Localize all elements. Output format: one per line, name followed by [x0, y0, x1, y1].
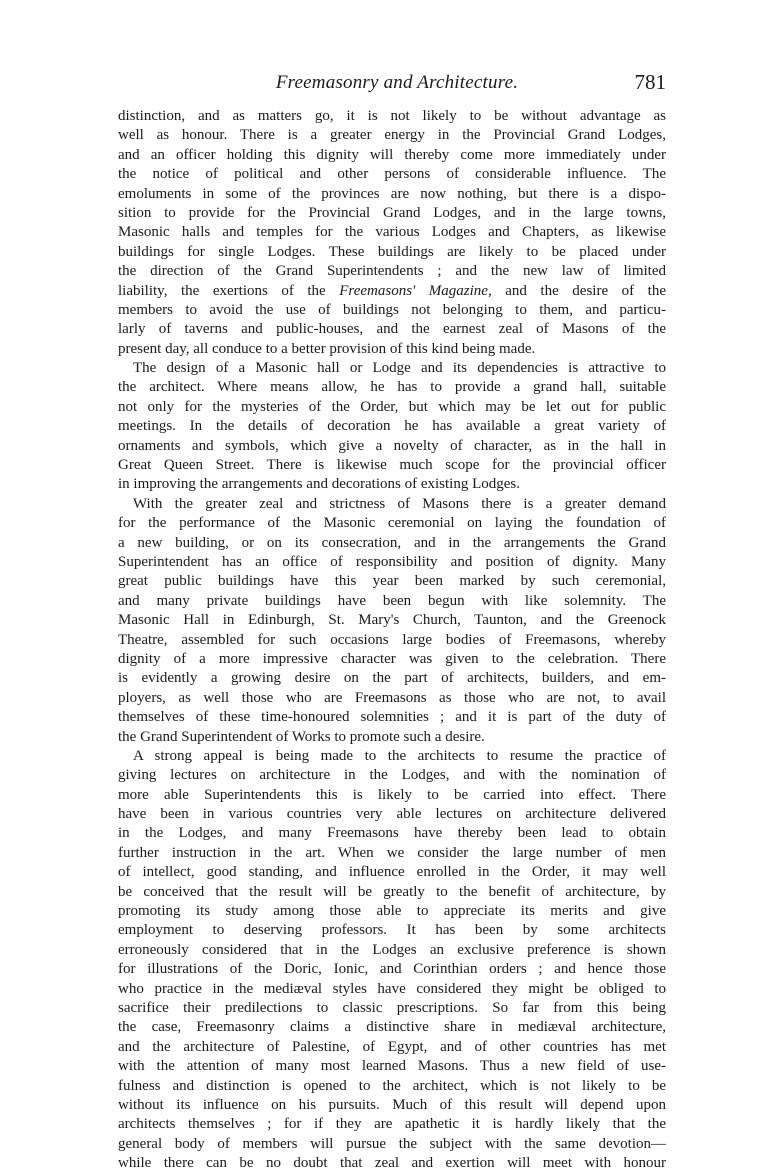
text-line: a new building, or on its consecration, and in the arrangements the Grand: [118, 534, 666, 551]
text-line: liability, the exertions of the Freemasons' Magazine, and the desire of the: [118, 282, 666, 299]
text-line: general body of members will pursue the subject with the same devotion—: [118, 1135, 666, 1152]
text-line: and the architecture of Palestine, of Egypt, and of other countries has met: [118, 1038, 666, 1055]
text-line: of intellect, good standing, and influence enrolled in the Order, it may well: [118, 864, 666, 881]
text-line: Great Queen Street. There is likewise much scope for the provincial officer: [118, 457, 666, 474]
page-number: 781: [634, 70, 666, 94]
text-line: ployers, as well those who are Freemasons as those who are not, to avail: [118, 689, 666, 706]
text-line: the direction of the Grand Superintendents ; and the new law of limited: [118, 263, 666, 280]
text-line: promoting its study among those able to appreciate its merits and give: [118, 903, 666, 920]
text-line: larly of taverns and public-houses, and the earnest zeal of Masons of the: [118, 321, 666, 338]
text-line: fulness and distinction is opened to the architect, which is not likely to be: [118, 1077, 666, 1094]
text-line: for illustrations of the Doric, Ionic, and Corinthian orders ; and hence those: [118, 961, 666, 978]
text-line: have been in various countries very able lectures on architecture delivered: [118, 806, 666, 823]
text-line: dignity of a more impressive character was given to the celebration. There: [118, 650, 666, 667]
paragraph: [118, 747, 666, 1173]
text-line: present day, all conduce to a better provision of this kind being made.: [118, 340, 536, 357]
text-line: Masonic halls and temples for the various Lodges and Chapters, as likewise: [118, 224, 666, 241]
text-line: is evidently a growing desire on the part of architects, builders, and em-: [118, 670, 666, 687]
paragraph: [118, 107, 666, 359]
text-line: distinction, and as matters go, it is not likely to be without advantage as: [118, 108, 666, 124]
text-line: Theatre, assembled for such occasions large bodies of Freemasons, whereby: [118, 631, 666, 648]
text-line: the architect. Where means allow, he has to provide a grand hall, suitable: [118, 379, 666, 396]
running-header: [118, 66, 666, 96]
text-line: sacrifice their predilections to classic prescriptions. So far from this being: [118, 999, 666, 1016]
text-line: well as honour. There is a greater energy in the Provincial Grand Lodges,: [118, 127, 666, 144]
text-line: the case, Freemasonry claims a distinctive share in mediæval architecture,: [118, 1019, 666, 1036]
text-line: A strong appeal is being made to the architects to resume the practice of: [133, 747, 666, 764]
text-line: while there can be no doubt that zeal and exertion will meet with honour: [118, 1155, 666, 1172]
text-line: who practice in the mediæval styles have considered they might be obliged to: [118, 980, 666, 997]
text-line: great public buildings have this year been marked by such ceremonial,: [118, 573, 666, 590]
text-line: architects themselves ; for if they are apathetic it is hardly likely that the: [118, 1116, 666, 1133]
text-line: members to avoid the use of buildings not belonging to them, and particu-: [118, 301, 666, 318]
body-text: [118, 107, 666, 1173]
text-line: in the Lodges, and many Freemasons have thereby been lead to obtain: [118, 825, 666, 842]
text-line: more able Superintendents this is likely to be carried into effect. There: [118, 786, 666, 803]
text-line: without its influence on his pursuits. Much of this result will depend upon: [118, 1096, 666, 1113]
text-line: with the attention of many most learned Masons. Thus a new field of use-: [118, 1058, 666, 1075]
paragraph: [118, 495, 666, 747]
text-line: erroneously considered that in the Lodges an exclusive preference is shown: [118, 941, 666, 958]
text-line: buildings for single Lodges. These buildings are likely to be placed under: [118, 243, 666, 260]
text-line: Superintendent has an office of responsibility and position of dignity. Many: [118, 553, 666, 570]
text-line: be conceived that the result will be greatly to the benefit of architecture, by: [118, 883, 666, 900]
text-line: ornaments and symbols, which give a novelty of character, as in the hall in: [118, 437, 666, 454]
text-line: the notice of political and other persons of considerable influence. The: [118, 166, 666, 183]
text-line: further instruction in the art. When we consider the large number of men: [118, 844, 666, 861]
magazine-title: Freemasons' Magazine: [339, 282, 488, 299]
text-line: giving lectures on architecture in the Lodges, and with the nomination of: [118, 767, 666, 784]
text-line: and many private buildings have been begun with like solemnity. The: [118, 592, 666, 609]
text-line: employment to deserving professors. It has been by some architects: [118, 922, 666, 939]
text-line: not only for the mysteries of the Order, but which may be let out for public: [118, 398, 666, 415]
text-line: themselves of these time-honoured solemnities ; and it is part of the duty of: [118, 709, 666, 726]
paragraph: [118, 359, 666, 495]
text-line: emoluments in some of the provinces are now nothing, but there is a dispo-: [118, 185, 666, 202]
text-line: meetings. In the details of decoration he has available a great variety of: [118, 418, 666, 435]
text-line: in improving the arrangements and decorations of existing Lodges.: [118, 476, 520, 493]
running-title: Freemasonry and Architecture.: [275, 72, 519, 93]
text-line: The design of a Masonic hall or Lodge and its dependencies is attractive to: [133, 360, 666, 377]
text-line: With the greater zeal and strictness of Masons there is a greater demand: [133, 495, 666, 512]
text-line: and an officer holding this dignity will thereby come more immediately under: [118, 146, 666, 163]
text-line: for the performance of the Masonic ceremonial on laying the foundation of: [118, 515, 666, 532]
text-line: Masonic Hall in Edinburgh, St. Mary's Church, Taunton, and the Greenock: [118, 612, 666, 629]
text-line: sition to provide for the Provincial Grand Lodges, and in the large towns,: [118, 204, 666, 221]
text-line: the Grand Superintendent of Works to promote such a desire.: [118, 728, 485, 745]
